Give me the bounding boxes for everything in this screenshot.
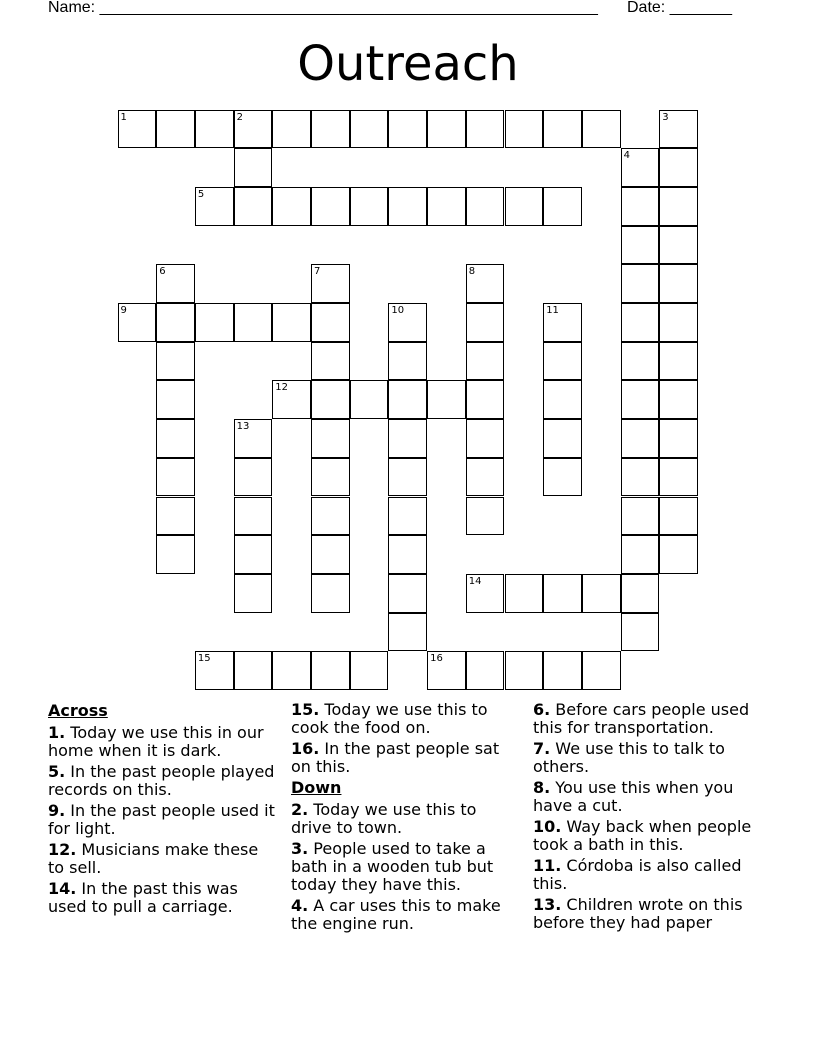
grid-cell[interactable] [659, 419, 698, 458]
grid-cell[interactable] [118, 110, 157, 149]
grid-cell[interactable] [543, 303, 582, 342]
grid-cell[interactable] [311, 419, 350, 458]
clue-number: 15 [197, 653, 211, 665]
clues-column-1 [48, 701, 278, 919]
clue-across-5: 5. In the past people played records on this. [48, 762, 275, 799]
clue-down-13: 13. Children wrote on this before they had paper [533, 895, 743, 932]
grid-cell[interactable] [659, 303, 698, 342]
grid-cell[interactable] [466, 264, 505, 303]
grid-cell[interactable] [272, 380, 311, 419]
clue-across-14: 14. In the past this was used to pull a carriage. [48, 879, 238, 916]
grid-cell[interactable] [311, 574, 350, 613]
down-heading: Down [291, 778, 342, 797]
grid-cell[interactable] [659, 458, 698, 497]
grid-cell[interactable] [234, 651, 273, 690]
grid-cell[interactable] [621, 264, 660, 303]
grid-cell[interactable] [621, 303, 660, 342]
clue-across-12: 12. Musicians make these to sell. [48, 840, 259, 877]
grid-cell[interactable] [388, 303, 427, 342]
grid-cell[interactable] [621, 458, 660, 497]
grid-cell[interactable] [621, 419, 660, 458]
grid-cell[interactable] [466, 458, 505, 497]
grid-cell[interactable] [659, 226, 698, 265]
grid-cell[interactable] [388, 535, 427, 574]
grid-cell[interactable] [659, 497, 698, 536]
grid-cell[interactable] [543, 458, 582, 497]
clue-down-6: 6. Before cars people used this for transportation. [533, 700, 750, 737]
clue-number: 1 [120, 111, 127, 123]
grid-cell[interactable] [311, 380, 350, 419]
grid-cell[interactable] [234, 148, 273, 187]
grid-cell[interactable] [505, 651, 544, 690]
clue-down-2: 2. Today we use this to drive to town. [291, 800, 477, 837]
grid-cell[interactable] [543, 651, 582, 690]
grid-cell[interactable] [388, 380, 427, 419]
grid-cell[interactable] [388, 419, 427, 458]
grid-cell[interactable] [659, 535, 698, 574]
grid-cell[interactable] [543, 110, 582, 149]
grid-cell[interactable] [621, 187, 660, 226]
clue-across-15: 15. Today we use this to cook the food on. [291, 700, 488, 737]
clue-number: 7 [314, 266, 321, 278]
grid-cell[interactable] [659, 342, 698, 381]
grid-cell[interactable] [621, 226, 660, 265]
grid-cell[interactable] [118, 303, 157, 342]
grid-cell[interactable] [659, 380, 698, 419]
grid-cell[interactable] [234, 110, 273, 149]
grid-cell[interactable] [156, 264, 195, 303]
grid-cell[interactable] [543, 342, 582, 381]
grid-cell[interactable] [156, 380, 195, 419]
grid-cell[interactable] [195, 303, 234, 342]
grid-cell[interactable] [195, 651, 234, 690]
grid-cell[interactable] [659, 148, 698, 187]
clue-number: 5 [197, 188, 205, 200]
grid-cell[interactable] [234, 187, 273, 226]
grid-cell[interactable] [388, 613, 427, 652]
grid-cell[interactable] [466, 110, 505, 149]
grid-cell[interactable] [466, 187, 505, 226]
grid-cell[interactable] [388, 110, 427, 149]
clue-number: 3 [662, 111, 669, 123]
clue-down-4: 4. A car uses this to make the engine run. [291, 896, 501, 933]
across-heading: Across [48, 701, 108, 720]
grid-cell[interactable] [427, 187, 466, 226]
clues-column-2 [291, 701, 521, 936]
clue-down-3: 3. People used to take a bath in a wooden tub but today they have this. [291, 839, 494, 894]
grid-cell[interactable] [234, 497, 273, 536]
clue-number: 13 [236, 421, 250, 433]
grid-cell[interactable] [659, 264, 698, 303]
clue-number: 9 [120, 305, 127, 316]
grid-cell[interactable] [543, 187, 582, 226]
clue-down-10: 10. Way back when people took a bath in this. [533, 817, 752, 854]
grid-cell[interactable] [505, 110, 544, 149]
grid-cell[interactable] [427, 380, 466, 419]
grid-cell[interactable] [427, 110, 466, 149]
grid-cell[interactable] [388, 187, 427, 226]
grid-cell[interactable] [505, 574, 544, 613]
grid-cell[interactable] [311, 458, 350, 497]
grid-cell[interactable] [156, 458, 195, 497]
clue-number: 14 [468, 575, 482, 587]
grid-cell[interactable] [582, 110, 621, 149]
grid-cell[interactable] [272, 303, 311, 342]
grid-cell[interactable] [350, 380, 389, 419]
grid-cell[interactable] [543, 574, 582, 613]
grid-cell[interactable] [543, 380, 582, 419]
grid-cell[interactable] [156, 303, 195, 342]
grid-cell[interactable] [350, 651, 389, 690]
grid-cell[interactable] [621, 380, 660, 419]
grid-cell[interactable] [234, 303, 273, 342]
grid-cell[interactable] [272, 187, 311, 226]
grid-cell[interactable] [582, 574, 621, 613]
grid-cell[interactable] [543, 419, 582, 458]
grid-cell[interactable] [466, 497, 505, 536]
grid-cell[interactable] [505, 187, 544, 226]
clue-down-11: 11. Córdoba is also called this. [533, 856, 742, 893]
clue-number: 10 [391, 305, 405, 316]
grid-cell[interactable] [156, 342, 195, 381]
grid-cell[interactable] [466, 380, 505, 419]
grid-cell[interactable] [311, 535, 350, 574]
grid-cell[interactable] [388, 342, 427, 381]
grid-cell[interactable] [195, 110, 234, 149]
grid-cell[interactable] [272, 110, 311, 149]
grid-cell[interactable] [234, 458, 273, 497]
grid-cell[interactable] [621, 148, 660, 187]
grid-cell[interactable] [311, 110, 350, 149]
grid-cell[interactable] [311, 651, 350, 690]
grid-cell[interactable] [466, 303, 505, 342]
grid-cell[interactable] [272, 651, 311, 690]
grid-cell[interactable] [234, 535, 273, 574]
grid-cell[interactable] [234, 574, 273, 613]
grid-cell[interactable] [621, 342, 660, 381]
grid-cell[interactable] [621, 574, 660, 613]
grid-cell[interactable] [350, 187, 389, 226]
clue-across-9: 9. In the past people used it for light. [48, 801, 275, 838]
clue-number: 16 [430, 653, 443, 665]
grid-cell[interactable] [466, 419, 505, 458]
grid-cell[interactable] [427, 651, 466, 690]
grid-cell[interactable] [350, 110, 389, 149]
grid-cell[interactable] [156, 419, 195, 458]
clue-down-7: 7. We use this to talk to others. [533, 739, 725, 776]
grid-cell[interactable] [156, 535, 195, 574]
grid-cell[interactable] [621, 535, 660, 574]
grid-cell[interactable] [311, 264, 350, 303]
page-title: Outreach [297, 36, 519, 92]
grid-cell[interactable] [466, 342, 505, 381]
grid-cell[interactable] [156, 497, 195, 536]
clue-across-16: 16. In the past people sat on this. [291, 739, 500, 776]
date-field-label: Date: _______ [627, 0, 732, 16]
clue-down-8: 8. You use this when you have a cut. [533, 778, 734, 815]
grid-cell[interactable] [466, 574, 505, 613]
grid-cell[interactable] [311, 342, 350, 381]
grid-cell[interactable] [311, 497, 350, 536]
grid-cell[interactable] [388, 458, 427, 497]
grid-cell[interactable] [311, 187, 350, 226]
grid-cell[interactable] [388, 574, 427, 613]
clue-number: 12 [275, 382, 289, 394]
clue-number: 11 [546, 305, 559, 316]
grid-cell[interactable] [311, 303, 350, 342]
grid-cell[interactable] [195, 187, 234, 226]
grid-cell[interactable] [621, 613, 660, 652]
name-field-label: Name: ________________________________________________________ [48, 0, 598, 16]
clue-number: 8 [468, 266, 476, 278]
clue-number: 4 [623, 150, 630, 162]
grid-cell[interactable] [156, 110, 195, 149]
grid-cell[interactable] [466, 651, 505, 690]
clues-column-3 [533, 701, 773, 935]
clue-number: 6 [159, 266, 166, 278]
clue-number: 2 [236, 111, 243, 123]
grid-cell[interactable] [234, 419, 273, 458]
grid-cell[interactable] [582, 651, 621, 690]
grid-cell[interactable] [621, 497, 660, 536]
clue-across-1: 1. Today we use this in our home when it is dark. [48, 723, 264, 760]
grid-cell[interactable] [659, 187, 698, 226]
grid-cell[interactable] [388, 497, 427, 536]
grid-cell[interactable] [659, 110, 698, 149]
